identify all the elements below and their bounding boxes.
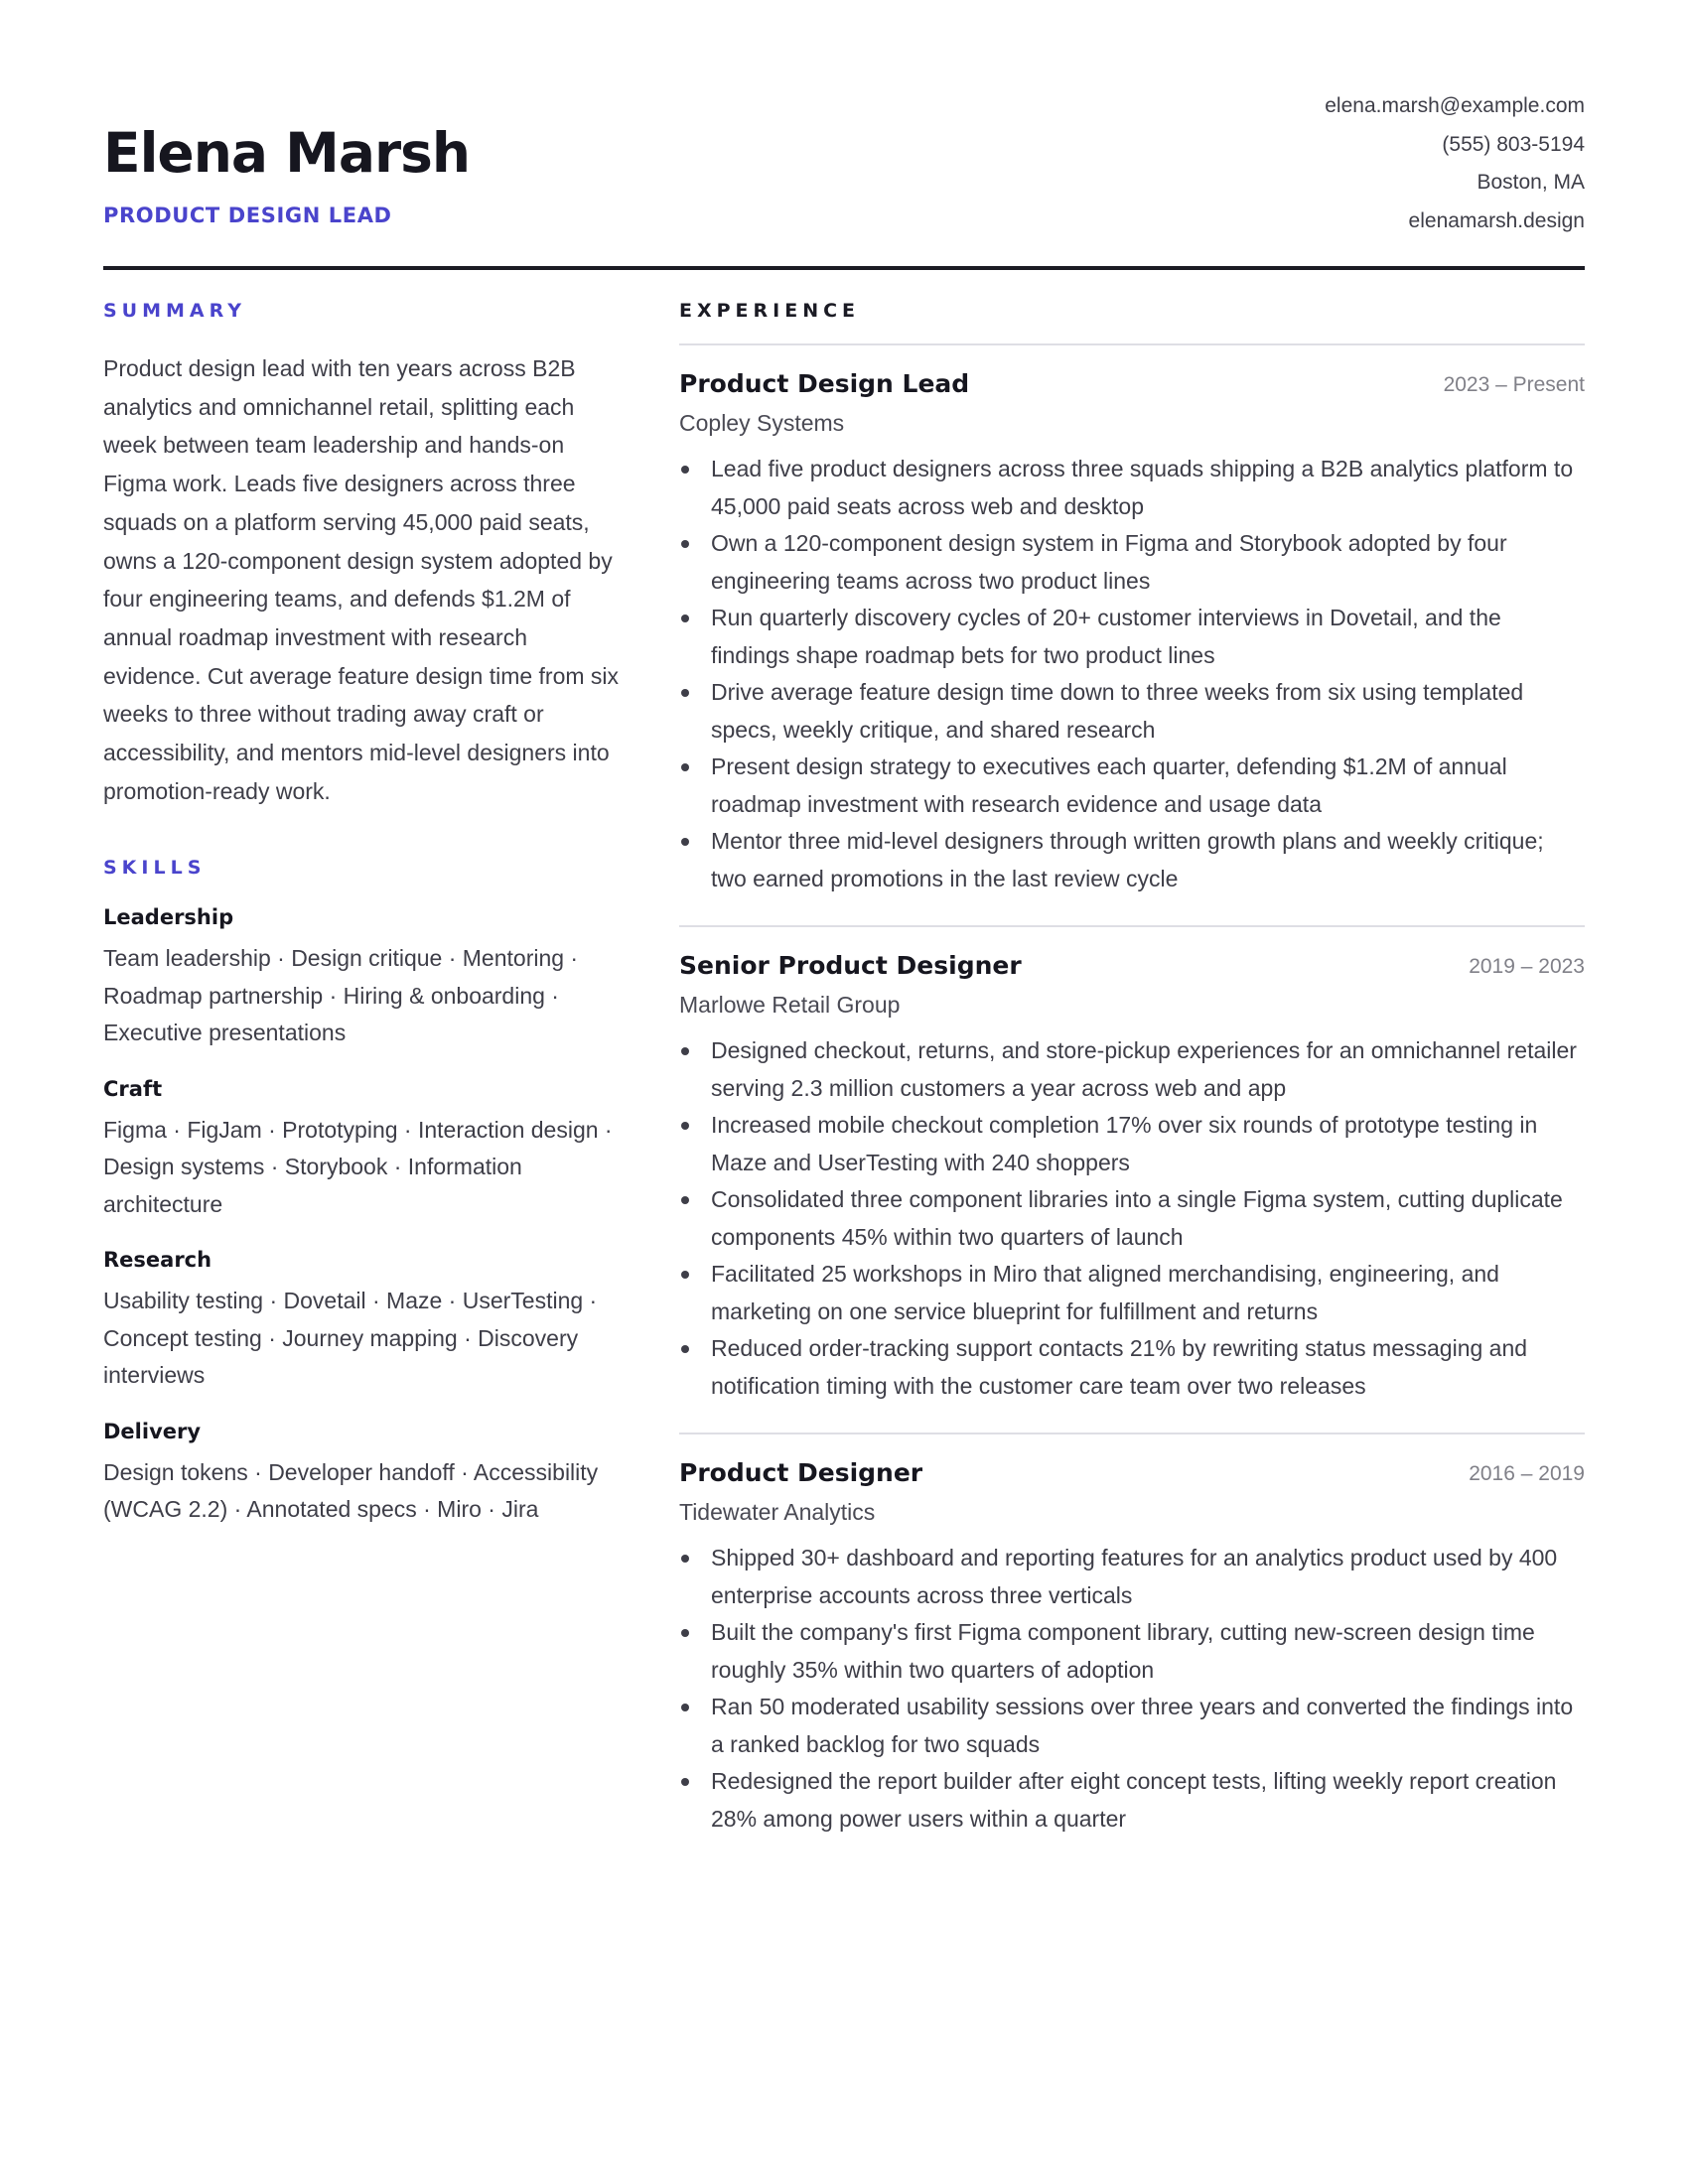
bullet-dot-icon xyxy=(681,1047,689,1055)
skill-group-title: Research xyxy=(103,1248,212,1273)
job-bullet xyxy=(679,1540,1585,1614)
skill-group-items: Design tokens · Developer handoff · Accessibility (WCAG 2.2) · Annotated specs · Miro · Jira xyxy=(103,1458,599,1523)
bullet-dot-icon xyxy=(681,1629,689,1637)
skill-group-items: Usability testing · Dovetail · Maze · UserTesting · Concept testing · Journey mapping · Discovery interviews xyxy=(103,1288,598,1389)
job-bullet xyxy=(679,1107,1585,1181)
job-entry xyxy=(679,1433,1585,1838)
bullet-text: Mentor three mid-level designers through written growth plans and weekly critique; two earned promotions in the last review cycle xyxy=(711,828,1544,891)
bullet-text: Consolidated three component libraries into a single Figma system, cutting duplicate components 45% within two quarters of launch xyxy=(711,1186,1563,1250)
contact-email[interactable]: elena.marsh@example.com xyxy=(1325,94,1585,117)
bullet-text: Redesigned the report builder after eight concept tests, lifting weekly report creation 28% among power users within a quarter xyxy=(711,1768,1557,1832)
job-bullet xyxy=(679,1181,1585,1256)
skills-heading: SKILLS xyxy=(103,857,207,880)
job-title: Senior Product Designer xyxy=(679,951,1022,980)
job-bullet xyxy=(679,1330,1585,1405)
bullet-dot-icon xyxy=(681,1345,689,1353)
bullet-text: Drive average feature design time down to three weeks from six using templated specs, weekly critique, and shared research xyxy=(711,679,1524,743)
bullet-text: Built the company's first Figma component library, cutting new-screen design time roughly 35% within two quarters of adoption xyxy=(711,1619,1535,1683)
bullet-text: Facilitated 25 workshops in Miro that aligned merchandising, engineering, and marketing on one service blueprint for fulfillment and returns xyxy=(711,1261,1499,1324)
bullet-text: Lead five product designers across three squads shipping a B2B analytics platform to 45,000 paid seats across web and desktop xyxy=(711,456,1574,519)
bullet-dot-icon xyxy=(681,466,689,474)
experience-heading: EXPERIENCE xyxy=(679,300,861,322)
bullet-text: Shipped 30+ dashboard and reporting features for an analytics product used by 400 enterprise accounts across three verticals xyxy=(711,1545,1558,1608)
job-bullet xyxy=(679,451,1585,525)
skill-group-items: Figma · FigJam · Prototyping · Interaction design · Design systems · Storybook · Information architecture xyxy=(103,1116,613,1217)
job-bullet xyxy=(679,1032,1585,1107)
right-column xyxy=(679,300,1585,1838)
skill-group-title: Leadership xyxy=(103,905,234,930)
bullet-text: Ran 50 moderated usability sessions over three years and converted the findings into a ranked backlog for two squads xyxy=(711,1694,1574,1757)
job-company: Copley Systems xyxy=(679,410,845,436)
contact-phone: (555) 803-5194 xyxy=(1442,132,1585,156)
bullet-dot-icon xyxy=(681,838,689,846)
job-bullet xyxy=(679,600,1585,674)
job-bullet xyxy=(679,1614,1585,1689)
bullet-dot-icon xyxy=(681,1704,689,1711)
summary-text: Product design lead with ten years across B2B analytics and omnichannel retail, splitting each week between team leadership and hands-on Figma work. Leads five designers across three squads on a platform serving 45,000 paid seats, owns a 120-component design system adopted by four engineering teams, and defends $1.2M of annual roadmap investment with research evidence. Cut average feature design time from six weeks to three without trading away craft or accessibility, and mentors mid-level designers into promotion-ready work. xyxy=(103,355,620,804)
job-bullets xyxy=(679,1540,1585,1838)
skill-group-title: Delivery xyxy=(103,1419,202,1443)
candidate-role: PRODUCT DESIGN LEAD xyxy=(103,204,392,227)
job-bullets xyxy=(679,1032,1585,1405)
contact-website[interactable]: elenamarsh.design xyxy=(1408,209,1585,233)
bullet-text: Run quarterly discovery cycles of 20+ customer interviews in Dovetail, and the findings shape roadmap bets for two product lines xyxy=(711,605,1501,668)
skill-group-delivery xyxy=(103,1417,620,1529)
job-entry xyxy=(679,345,1585,897)
job-bullet xyxy=(679,823,1585,897)
job-company: Marlowe Retail Group xyxy=(679,992,901,1018)
bullet-dot-icon xyxy=(681,614,689,622)
skill-group-research xyxy=(103,1245,620,1395)
job-bullet xyxy=(679,1689,1585,1763)
job-dates: 2019 – 2023 xyxy=(1469,955,1585,978)
job-dates: 2016 – 2019 xyxy=(1469,1462,1585,1485)
job-bullet xyxy=(679,1763,1585,1838)
bullet-text: Reduced order-tracking support contacts 21% by rewriting status messaging and notification timing with the customer care team over two releases xyxy=(711,1335,1528,1399)
bullet-text: Own a 120-component design system in Figma and Storybook adopted by four engineering teams across two product lines xyxy=(711,530,1507,594)
job-bullet xyxy=(679,1256,1585,1330)
bullet-dot-icon xyxy=(681,689,689,697)
bullet-dot-icon xyxy=(681,1271,689,1279)
resume-header xyxy=(103,0,1585,270)
bullet-dot-icon xyxy=(681,1555,689,1563)
left-column xyxy=(103,300,620,1529)
skill-group-leadership xyxy=(103,902,620,1052)
skill-group-title: Craft xyxy=(103,1076,163,1101)
job-entry xyxy=(679,925,1585,1405)
skill-group-craft xyxy=(103,1074,620,1224)
candidate-name: Elena Marsh xyxy=(103,121,471,185)
job-dates: 2023 – Present xyxy=(1443,373,1585,396)
job-bullet xyxy=(679,674,1585,749)
job-title: Product Design Lead xyxy=(679,369,970,398)
resume-page xyxy=(103,0,1585,1832)
bullet-dot-icon xyxy=(681,1196,689,1204)
bullet-dot-icon xyxy=(681,1122,689,1130)
bullet-dot-icon xyxy=(681,1778,689,1786)
bullet-text: Present design strategy to executives each quarter, defending $1.2M of annual roadmap investment with research evidence and usage data xyxy=(711,753,1507,817)
bullet-text: Increased mobile checkout completion 17% over six rounds of prototype testing in Maze and UserTesting with 240 shoppers xyxy=(711,1112,1538,1175)
bullet-dot-icon xyxy=(681,540,689,548)
bullet-text: Designed checkout, returns, and store-pickup experiences for an omnichannel retailer serving 2.3 million customers a year across web and app xyxy=(711,1037,1577,1101)
job-bullets xyxy=(679,451,1585,897)
job-bullet xyxy=(679,749,1585,823)
job-bullet xyxy=(679,525,1585,600)
job-company: Tidewater Analytics xyxy=(679,1499,876,1525)
contact-block xyxy=(1325,87,1585,241)
bullet-dot-icon xyxy=(681,763,689,771)
job-title: Product Designer xyxy=(679,1458,923,1487)
contact-location: Boston, MA xyxy=(1477,171,1585,195)
summary-heading: SUMMARY xyxy=(103,300,246,322)
skill-group-items: Team leadership · Design critique · Mentoring · Roadmap partnership · Hiring & onboarding · Executive presentations xyxy=(103,945,579,1046)
